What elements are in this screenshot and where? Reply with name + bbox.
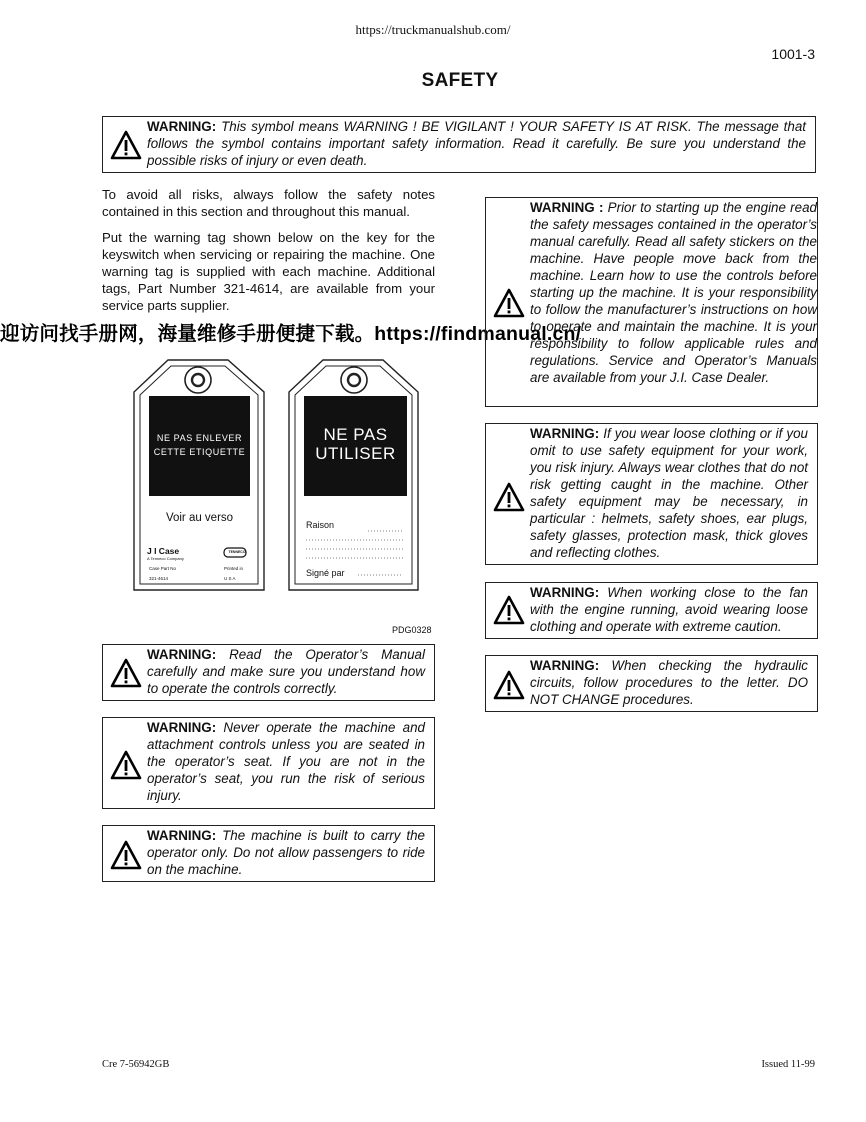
tag2-signed-by: Signé par <box>306 568 345 578</box>
warning-box-seated: WARNING: Never operate the machine and attachment controls unless you are seated in the operator’s seat. If you are not in the operator’s seat, you run the risk of serious injury. <box>102 717 435 809</box>
intro-paragraph-1: To avoid all risks, always follow the safety notes contained in this section and throughout this manual. <box>102 187 435 219</box>
warning-icon <box>493 482 525 512</box>
warning-box-startup: WARNING : Prior to starting up the engine read the safety messages contained in the operator’s manual carefully. Read all safety stickers on the machine. Have people move back from the machine. Learn how to use the controls before starting up the machine. It is your responsibility to follow the manufacturer’s instructions on how to operate and maintain the machine. It is your responsibility to follow applicable rules and regulations. Service and Operator’s Manuals are available from your J.I. Case Dealer. <box>485 197 818 407</box>
tag1-printed-in: Printed in <box>224 566 244 571</box>
warning-tags-illustration <box>128 358 428 598</box>
warning-box-hydraulic: WARNING: When checking the hydraulic circuits, follow procedures to the letter. DO NOT CHANGE procedures. <box>485 655 818 712</box>
intro-paragraph-2: Put the warning tag shown below on the key for the keyswitch when servicing or repairing the machine. One warning tag is supplied with each machine. Additional tags, Part Number 321-4614, are available from your service parts supplier. <box>102 230 435 313</box>
tag1-brand: J I Case <box>147 546 180 556</box>
warning-icon <box>493 670 525 700</box>
tag1-brand-sub: A Tenneco Company <box>147 556 184 561</box>
page-number: 1001-3 <box>771 46 815 62</box>
warning-box-passengers: WARNING: The machine is built to carry the operator only. Do not allow passengers to ride on the machine. <box>102 825 435 882</box>
warning-icon <box>493 288 525 318</box>
tag2-black-label: NE PAS UTILISER <box>315 425 396 463</box>
warning-box-operators-manual: WARNING: Read the Operator’s Manual carefully and make sure you understand how to operate the controls correctly. <box>102 644 435 701</box>
top-warning-box <box>102 116 816 173</box>
tag2-reason: Raison <box>306 520 335 530</box>
top-warning-text: WARNING: This symbol means WARNING ! BE VIGILANT ! YOUR SAFETY IS AT RISK. The message that follows the symbol contains important safety information. Read it carefully. Be sure you understand the possible risks of injury or even death. <box>147 119 806 168</box>
tag1-country: U S A <box>224 576 236 581</box>
figure-label: PDG0328 <box>392 625 432 635</box>
warning-label: WARNING: <box>147 119 217 134</box>
page-title: SAFETY <box>421 70 499 91</box>
tag1-part-label: Case Part No <box>149 566 177 571</box>
tag1-badge: TENNECO <box>228 550 246 554</box>
warning-label: WARNING: <box>530 658 600 673</box>
warning-label: WARNING: <box>147 720 217 735</box>
warning-label: WARNING : <box>530 200 604 215</box>
warning-label: WARNING: <box>530 585 600 600</box>
warning-box-clothing: WARNING: If you wear loose clothing or if you omit to use safety equipment for your work, you risk injury. Always wear clothes that do not risk getting caught in the machine. Other safety equipment may be necessary, in particular : helmets, safety shoes, ear plugs, safety glasses, protection mask, thick gloves and reflecting clothes. <box>485 423 818 565</box>
footer-document-code: Cre 7-56942GB <box>102 1059 170 1070</box>
tag-do-not-use <box>289 360 418 590</box>
warning-label: WARNING: <box>147 647 217 662</box>
warning-icon <box>110 750 142 780</box>
watermark-banner: 迎访问找手册网，海量维修手册便捷下载。https://findmanual.cn/ <box>0 323 582 345</box>
source-url: https://truckmanualshub.com/ <box>355 22 511 37</box>
warning-icon <box>110 130 142 160</box>
tag1-see-reverse: Voir au verso <box>165 512 234 524</box>
tag1-part-number: 321-4614 <box>149 576 169 581</box>
tag1-black-label: NE PAS ENLEVER CETTE ETIQUETTE <box>153 433 246 457</box>
warning-icon <box>493 595 525 625</box>
warning-icon <box>110 840 142 870</box>
warning-icon <box>110 658 142 688</box>
warning-label: WARNING: <box>147 828 217 843</box>
warning-box-fan: WARNING: When working close to the fan with the engine running, avoid wearing loose clothing and operate with extreme caution. <box>485 582 818 639</box>
warning-label: WARNING: <box>530 426 600 441</box>
footer-issue-date: Issued 11-99 <box>761 1059 815 1070</box>
